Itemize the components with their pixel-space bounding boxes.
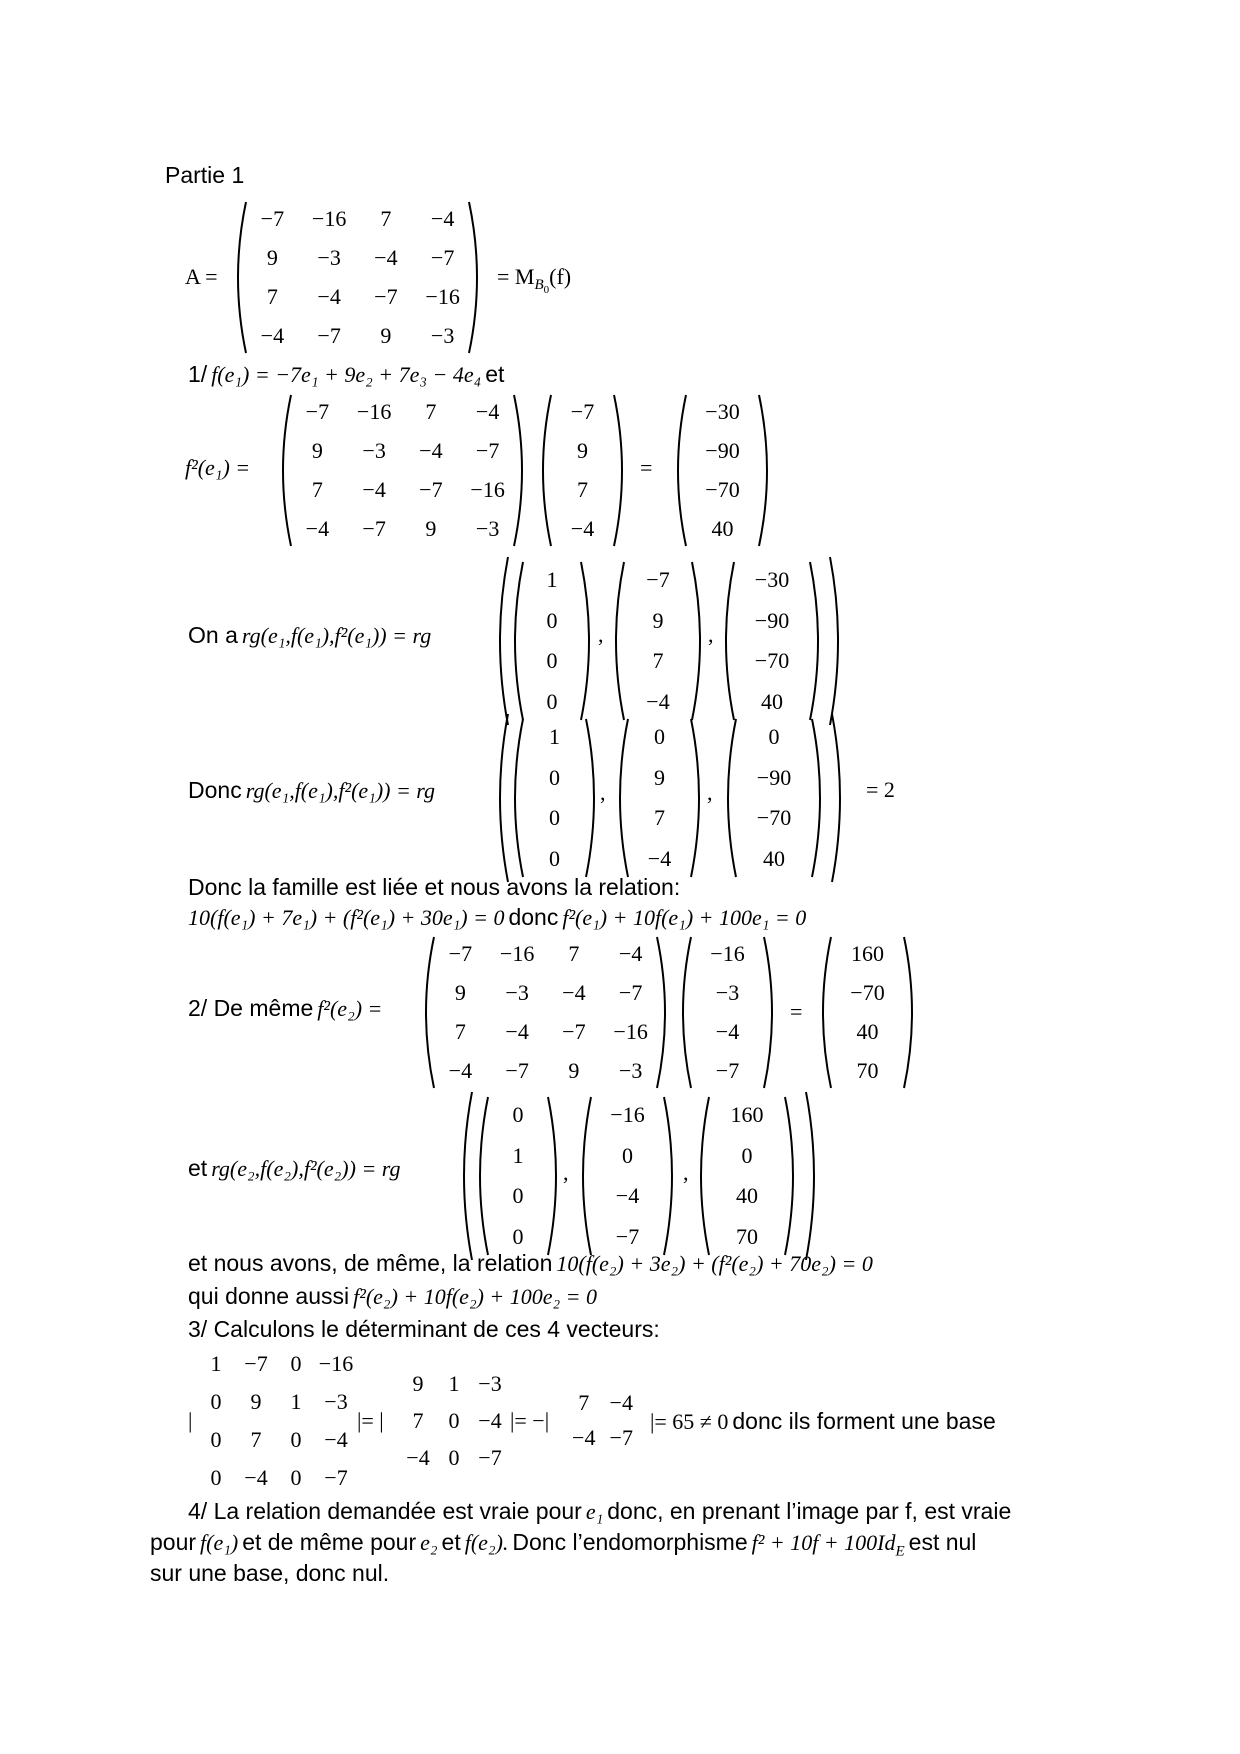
matrix-cell: −4 bbox=[317, 283, 341, 309]
matrix-cell: −16 bbox=[356, 399, 392, 425]
matrix-cell: −16 bbox=[311, 206, 347, 232]
matrix-cell: −90 bbox=[754, 607, 790, 633]
paren-stroke bbox=[832, 714, 840, 882]
matrix-cell: 7 bbox=[578, 1389, 590, 1415]
paren-stroke bbox=[806, 1092, 814, 1260]
matrix-cell: 70 bbox=[736, 1223, 758, 1249]
matrix-cell: −16 bbox=[425, 283, 460, 309]
matrix-cell: −3 bbox=[324, 1389, 348, 1414]
right-paren bbox=[904, 935, 920, 1090]
rank3-vec-f2e2 bbox=[693, 1095, 801, 1257]
rank1-vec-f2e1 bbox=[718, 560, 826, 722]
section-title: Partie 1 bbox=[165, 162, 245, 188]
matrix-cell: −4 bbox=[324, 1427, 348, 1452]
right-paren bbox=[764, 935, 780, 1090]
matrix-cell: −90 bbox=[756, 764, 792, 790]
matrix-cell: −16 bbox=[613, 1018, 648, 1044]
q3-line: 3/ Calculons le déterminant de ces 4 vecteurs: bbox=[188, 1316, 660, 1342]
matrix-cell: −7 bbox=[374, 283, 398, 309]
comma: , bbox=[598, 622, 604, 647]
det-3x3 bbox=[400, 1366, 508, 1476]
det-eq-2: |= −| bbox=[510, 1408, 550, 1433]
matrix-cell: −7 bbox=[317, 322, 341, 348]
matrix-cell: −16 bbox=[470, 476, 505, 502]
matrix-cell: 7 bbox=[568, 941, 580, 967]
matrix-cell: −7 bbox=[448, 941, 473, 967]
matrix-cell: 160 bbox=[730, 1102, 764, 1128]
matrix-cell: 0 bbox=[549, 764, 560, 790]
matrix-cell: −7 bbox=[562, 1018, 586, 1044]
matrix-cell: 0 bbox=[546, 607, 558, 633]
f2e2-vector bbox=[675, 935, 780, 1090]
rank2-outer-bracket bbox=[492, 712, 508, 884]
paren-stroke bbox=[830, 557, 838, 725]
matrix-cell: 0 bbox=[549, 805, 560, 831]
matrix-cell: −7 bbox=[362, 515, 386, 541]
matrix-cell: −4 bbox=[609, 1389, 633, 1415]
matrix-cell: −4 bbox=[305, 515, 330, 541]
matrix-cell: 7 bbox=[425, 399, 437, 425]
matrix-cell: 7 bbox=[654, 805, 665, 831]
right-paren bbox=[548, 1095, 564, 1257]
f2e1-result bbox=[670, 393, 775, 548]
det-result: |= 65 ≠ 0 donc ils forment une base bbox=[650, 1408, 996, 1434]
matrix-cell: 9 bbox=[568, 1057, 580, 1083]
matrix-cell: 9 bbox=[266, 245, 278, 271]
matrix-cell: −4 bbox=[505, 1018, 529, 1044]
matrix-cell: −4 bbox=[260, 322, 285, 348]
matrix-cell: 7 bbox=[311, 476, 323, 502]
matrix-cell: 0 bbox=[549, 845, 560, 871]
matrix-cell: −4 bbox=[244, 1465, 268, 1490]
matrix-cell: 7 bbox=[380, 206, 392, 232]
matrix-cell: 0 bbox=[546, 688, 558, 714]
matrix-cell: −70 bbox=[756, 805, 792, 831]
rank3-vec-e2 bbox=[472, 1095, 564, 1257]
matrix-cell: 40 bbox=[761, 688, 783, 714]
matrix-cell: −70 bbox=[705, 476, 740, 502]
matrix-cell: 9 bbox=[425, 515, 437, 541]
matrix-cell: −7 bbox=[475, 438, 500, 464]
right-paren bbox=[785, 1095, 801, 1257]
matrix-cell: −3 bbox=[505, 980, 529, 1006]
matrix-cell: −7 bbox=[505, 1057, 529, 1083]
matrix-cell: 40 bbox=[711, 515, 734, 541]
matrix-cell: −4 bbox=[615, 1183, 640, 1209]
matrix-cell: −7 bbox=[305, 399, 330, 425]
rank3-outer-bracket-right bbox=[806, 1090, 822, 1262]
matrix-cell: 1 bbox=[546, 567, 558, 593]
relation-3: qui donne aussi f²(e₂) + 10f(e₂) + 100e₂ = 0 bbox=[188, 1283, 598, 1309]
matrix-cell: 7 bbox=[266, 283, 278, 309]
f2e2-equals: = bbox=[790, 999, 803, 1024]
det-4x4 bbox=[196, 1345, 356, 1497]
matrix-cell: −16 bbox=[318, 1351, 354, 1376]
matrix-cell: −3 bbox=[618, 1057, 643, 1083]
rank2-vec-f2e1 bbox=[720, 717, 828, 879]
rank-result: = 2 bbox=[866, 777, 895, 802]
f2e2-result bbox=[815, 935, 920, 1090]
matrix-cell: 0 bbox=[210, 1465, 222, 1490]
matrix-cell: 1 bbox=[512, 1142, 524, 1168]
rank3-vec-fe2 bbox=[575, 1095, 680, 1257]
matrix-cell: −4 bbox=[572, 1424, 596, 1450]
matrix-cell: 0 bbox=[210, 1389, 222, 1414]
matrix-cell: 1 bbox=[448, 1371, 460, 1397]
matrix-cell: 7 bbox=[454, 1018, 466, 1044]
matrix-cell: 40 bbox=[763, 845, 785, 871]
matrix-cell: −90 bbox=[705, 438, 740, 464]
matrix-cell: 0 bbox=[546, 648, 558, 674]
matrix-cell: −4 bbox=[646, 688, 670, 714]
matrix-cell: 0 bbox=[768, 724, 780, 750]
matrix-cell: 0 bbox=[210, 1427, 222, 1452]
comma: , bbox=[600, 780, 606, 805]
matrix-cell: −7 bbox=[609, 1424, 633, 1450]
matrix-cell: −7 bbox=[618, 980, 643, 1006]
matrix-cell: −70 bbox=[850, 980, 885, 1006]
rank1-outer-bracket bbox=[492, 555, 508, 727]
matrix-cell: 1 bbox=[210, 1351, 222, 1376]
matrix-cell: 9 bbox=[412, 1371, 424, 1397]
matrix-cell: 0 bbox=[512, 1183, 524, 1209]
q4-line-2: pour f(e₁) et de même pour e₂ et f(e₂). Donc l’endomorphisme $f^2 + 10f + 100Id_E$ est nul bbox=[150, 1529, 977, 1560]
matrix-cell: 9 bbox=[654, 764, 665, 790]
matrix-cell: 40 bbox=[856, 1018, 879, 1044]
matrix-cell: 9 bbox=[250, 1389, 262, 1414]
comma: , bbox=[563, 1160, 569, 1185]
rank1-vec-e1 bbox=[507, 560, 597, 722]
right-paren bbox=[759, 393, 775, 548]
q1-line: 1/ f(e₁) = −7e₁ + 9e₂ + 7e₃ − 4e₄ et bbox=[188, 361, 505, 387]
paren-stroke bbox=[464, 1092, 472, 1260]
matrix-cell: 0 bbox=[512, 1223, 524, 1249]
matrix-cell: 70 bbox=[856, 1057, 879, 1083]
q4-line-3: sur une base, donc nul. bbox=[150, 1560, 390, 1586]
matrix-cell: 9 bbox=[380, 322, 392, 348]
matrix-cell: −3 bbox=[478, 1371, 502, 1397]
right-paren bbox=[657, 935, 673, 1090]
f2e1-equals: = bbox=[640, 455, 653, 480]
rank2-vec-e1 bbox=[507, 717, 602, 879]
matrix-cell: 0 bbox=[654, 724, 665, 750]
matrix-cell: −16 bbox=[610, 1102, 645, 1128]
matrix-cell: −7 bbox=[244, 1351, 268, 1376]
matrix-cell: 9 bbox=[311, 438, 323, 464]
matrix-cell: 40 bbox=[736, 1183, 758, 1209]
rank-line-2: Donc rg(e₁,f(e₁),f²(e₁)) = rg bbox=[188, 777, 436, 803]
matrix-cell: −30 bbox=[705, 399, 740, 425]
matrix-cell: 0 bbox=[290, 1465, 302, 1490]
det-2x2 bbox=[565, 1385, 640, 1455]
matrix-cell: −4 bbox=[618, 941, 643, 967]
q4-line-1: 4/ La relation demandée est vraie pour e₁ donc, en prenant l’image par f, est vraie bbox=[188, 1498, 1012, 1524]
famille-text: Donc la famille est liée et nous avons la relation: bbox=[188, 874, 681, 900]
matrix-cell: 9 bbox=[652, 607, 664, 633]
matrix-cell: 0 bbox=[290, 1427, 302, 1452]
det-eq-1: |= | bbox=[357, 1408, 384, 1433]
matrix-cell: 0 bbox=[290, 1351, 302, 1376]
right-paren bbox=[692, 560, 708, 722]
relation-1: 10(f(e₁) + 7e₁) + (f²(e₁) + 30e₁) = 0 donc f²(e₁) + 10f(e₁) + 100e₁ = 0 bbox=[188, 904, 807, 930]
matrix-cell: −7 bbox=[430, 245, 455, 271]
comma: , bbox=[708, 622, 714, 647]
matrix-cell: −4 bbox=[430, 206, 455, 232]
matrix-cell: −7 bbox=[570, 399, 595, 425]
right-paren bbox=[691, 717, 707, 879]
matrix-cell: −16 bbox=[499, 941, 535, 967]
matrix-cell: −4 bbox=[478, 1408, 502, 1433]
matrix-cell: 0 bbox=[448, 1444, 460, 1470]
matrix-cell: −4 bbox=[647, 845, 672, 871]
q2-line: 2/ De même f²(e₂) = bbox=[188, 995, 383, 1021]
matrix-cell: −4 bbox=[419, 438, 443, 464]
matrix-cell: −7 bbox=[615, 1223, 640, 1249]
matrix-cell: 7 bbox=[412, 1408, 424, 1433]
rank-line-3: et rg(e₂,f(e₂),f²(e₂)) = rg bbox=[188, 1155, 401, 1181]
matrix-cell: −7 bbox=[260, 206, 285, 232]
comma: , bbox=[683, 1160, 689, 1185]
matrix-cell: 0 bbox=[512, 1102, 524, 1128]
matrix-cell: 7 bbox=[652, 648, 664, 674]
rank3-outer-bracket bbox=[456, 1090, 472, 1262]
right-paren bbox=[812, 717, 828, 879]
matrix-cell: −4 bbox=[406, 1444, 430, 1470]
matrix-cell: −30 bbox=[754, 567, 790, 593]
comma: , bbox=[707, 780, 713, 805]
det-bar-left: | bbox=[188, 1408, 193, 1433]
matrix-cell: −70 bbox=[754, 648, 790, 674]
rank2-vec-fe1 bbox=[612, 717, 707, 879]
matrix-a bbox=[230, 200, 485, 355]
rank1-vec-fe1 bbox=[608, 560, 708, 722]
matrix-cell: −4 bbox=[448, 1057, 473, 1083]
matrix-cell: 1 bbox=[549, 724, 560, 750]
rank-line-1: On a rg(e₁,f(e₁),f²(e₁)) = rg bbox=[188, 622, 432, 648]
matrix-cell: −3 bbox=[475, 515, 500, 541]
matrix-a-rhs: = $M_{B_0}(f)$ bbox=[497, 264, 572, 297]
matrix-cell: −7 bbox=[646, 567, 670, 593]
matrix-cell: −3 bbox=[430, 322, 455, 348]
right-paren bbox=[469, 200, 485, 355]
matrix-cell: 0 bbox=[448, 1408, 460, 1433]
matrix-cell: −4 bbox=[570, 515, 595, 541]
matrix-cell: −4 bbox=[374, 245, 398, 271]
matrix-cell: −3 bbox=[317, 245, 341, 271]
matrix-cell: 1 bbox=[290, 1389, 302, 1414]
right-paren bbox=[614, 393, 630, 548]
matrix-cell: 7 bbox=[577, 476, 588, 502]
f2e1-label: f²(e₁) = bbox=[185, 455, 251, 480]
right-paren bbox=[581, 560, 597, 722]
matrix-cell: −7 bbox=[478, 1444, 502, 1470]
rank2-outer-bracket-right bbox=[832, 712, 848, 884]
f2e1-matrix bbox=[275, 393, 530, 548]
right-paren bbox=[664, 1095, 680, 1257]
matrix-cell: −7 bbox=[419, 476, 443, 502]
matrix-cell: −4 bbox=[362, 476, 386, 502]
matrix-cell: −3 bbox=[362, 438, 386, 464]
matrix-cell: 9 bbox=[577, 438, 588, 464]
matrix-cell: −16 bbox=[710, 941, 745, 967]
rank1-outer-bracket-right bbox=[830, 555, 846, 727]
matrix-cell: 7 bbox=[250, 1427, 262, 1452]
matrix-cell: −3 bbox=[715, 980, 740, 1006]
relation-2: et nous avons, de même, la relation 10(f(e₂) + 3e₂) + (f²(e₂) + 70e₂) = 0 bbox=[188, 1250, 873, 1276]
right-paren bbox=[514, 393, 530, 548]
matrix-cell: −4 bbox=[475, 399, 500, 425]
matrix-cell: 160 bbox=[851, 941, 884, 967]
matrix-cell: 9 bbox=[454, 980, 466, 1006]
matrix-cell: 0 bbox=[741, 1142, 753, 1168]
f2e1-vector bbox=[535, 393, 630, 548]
matrix-cell: −7 bbox=[324, 1465, 348, 1490]
right-paren bbox=[810, 560, 826, 722]
matrix-cell: −4 bbox=[715, 1018, 740, 1044]
f2e2-matrix bbox=[418, 935, 673, 1090]
matrix-a-label: A = bbox=[185, 264, 218, 289]
matrix-cell: −7 bbox=[715, 1057, 740, 1083]
matrix-cell: −4 bbox=[562, 980, 586, 1006]
matrix-cell: 0 bbox=[622, 1142, 633, 1168]
